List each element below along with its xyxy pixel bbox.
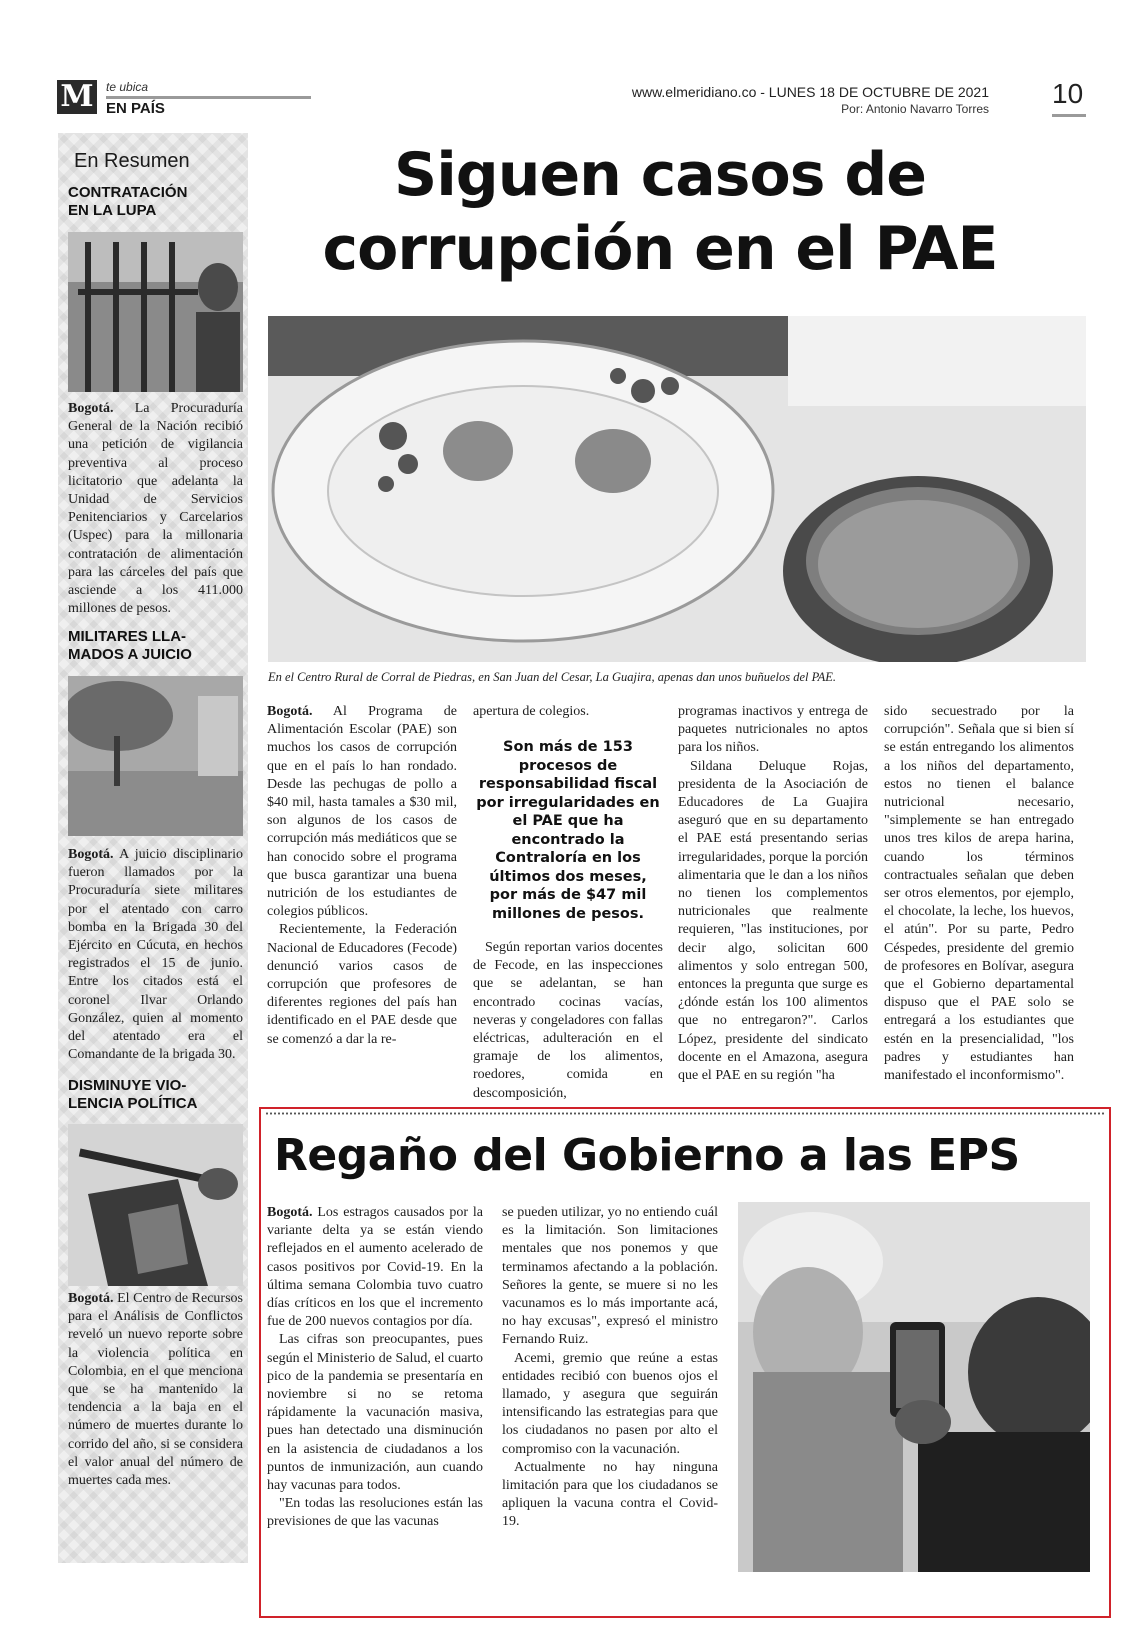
page-number: 10 [1052, 78, 1084, 109]
photo-caption: En el Centro Rural de Corral de Piedras, en San Juan del Cesar, La Guajira, apenas dan unos buñuelos del PAE. [268, 670, 837, 684]
plate-and-cup-illustration [268, 316, 1086, 662]
sidebar-item-heading: CONTRATACIÓN EN LA LUPA [68, 184, 188, 219]
sidebar-item-text: Bogotá. El Centro de Recursos para el Análisis de Conflictos reveló un nuevo reporte sobre la violencia política en Colombia, en el que menciona que se ha mantenido la tendencia a la baja en el número de muertes durante lo corrido del año, si se considera el valor anual del número de muertes cada mes. [68, 1291, 243, 1489]
byline: Por: Antonio Navarro Torres [841, 102, 989, 116]
vaccination-illustration [738, 1202, 1090, 1572]
pull-quote: Son más de 153 procesos de responsabilidad fiscal por irregularidades en el PAE que ha encontrado la Contraloría en los últimos dos meses, por más de $47 mil millones de pesos. [476, 739, 660, 922]
sidebar-item-text: Bogotá. La Procuraduría General de la Nación recibió una petición de vigilancia preventiva al proceso licitatorio que adelanta la Unidad de Servicios Penitenciarios y Carcelarios (Uspec) para la millonaria contratación de alimentación para las cárceles del país que asciende a los 411.000 millones de pesos. [68, 401, 243, 617]
buñuelos-plate-photo [268, 316, 1086, 662]
vaccination-photo [738, 1202, 1090, 1572]
article-headline: Siguen casos de corrupción en el PAE [322, 140, 998, 284]
section-tagline: te ubica [106, 80, 149, 94]
prison-photo [68, 232, 243, 392]
street-illustration [68, 676, 243, 836]
article-column-2-continued: Según reportan varios docentes de Fecode, en las inspecciones que se adelantan, se han encontrado cocinas vacías, neveras y congeladores con fallas eléctricas, adulteración en el gramaje de los alimentos, roedores, comida en descomposición, [473, 940, 663, 1101]
political-violence-photo [68, 1124, 243, 1286]
section-name: EN PAÍS [106, 100, 165, 117]
eps-column-1: Bogotá. Los estragos causados por la variante delta ya se están viendo reflejados en el aumento acelerado de casos positivos por Covid-19. En la última semana Colombia tuvo cuatro días críticos en los que el incremento fue de 200 nuevos contagios por día. Las cifras son preocupantes, pues según el Ministerio de Salud, el cuarto pico de la pandemia se presentaría en noviembre si no se retoma rápidamente la vacunación masiva, pues han detectado una disminución en la asistencia de ciudadanos a los puntos de inmunización, aun cuando hay vacunas para todos. "En todas las resoluciones están las previsiones de que las vacunas [267, 1205, 483, 1530]
header-divider [106, 96, 311, 99]
prison-bars-illustration [68, 232, 243, 392]
eps-headline: Regaño del Gobierno a las EPS [274, 1130, 1020, 1181]
newspaper-logo: M [57, 80, 97, 114]
article-column-4: sido secuestrado por la corrupción". Señala que si bien sí se están entregando los alimentos a los niños del departamento, estos no tienen el balance nutricional necesario, "simplemente se han entregado unos tres kilos de arepa harina, cuando los términos contractuales señalan que deben ser otros elementos, por ejemplo, el chocolate, la leche, los huevos, el atún". Por su parte, Pedro Céspedes, presidente del gremio de profesores en Bolívar, asegura que el Gobierno departamental dispuso que el PAE solo se entregará a los estudiantes que estén en la presencialidad, "los padres y estudiantes han manifestado el inconformismo". [884, 704, 1074, 1084]
eps-column-2: se pueden utilizar, yo no entiendo cuál es la limitación. Son limitaciones mentales que nos ponemos y que terminamos afectando a la población. Señores la gente, se muere si no les vacunamos es lo más importante acá, no hay excusas", expresó el ministro Fernando Ruiz. Acemi, gremio que reúne a estas entidades recibió con buenos ojos el llamado, y asegura que seguirán intensificando las estrategias para que los ciudadanos no pasen por alto el compromiso con la vacunación. Actualmente no hay ninguna limitación para que los ciudadanos se apliquen la vacuna contra el Covid-19. [502, 1205, 718, 1530]
dotted-divider [265, 1112, 1105, 1115]
sidebar-item-text: Bogotá. A juicio disciplinario fueron llamados por la Procuraduría siete militares por el atentado con carro bomba en la Brigada 30 del Ejército en Cúcuta, en hechos registrados el 15 de junio. Entre los citados está el coronel Ilvar Orlando González, quien al momento del atentado era el Comandante de la brigada 30. [68, 847, 243, 1063]
rifle-flag-illustration [68, 1124, 243, 1286]
sidebar-item-heading: DISMINUYE VIO- LENCIA POLÍTICA [68, 1077, 198, 1112]
sidebar-title: En Resumen [74, 150, 190, 172]
sidebar-item-heading: MILITARES LLA- MADOS A JUICIO [68, 628, 192, 663]
article-column-1: Bogotá. Al Programa de Alimentación Escolar (PAE) son muchos los casos de corrupción que en el país lo han rondado. Desde las pechugas de pollo a $40 mil, hasta tamales a $30 mil, son algunos de los casos de corrupción más mediáticos que se han conocido sobre el programa que busca garantizar una buena nutrición de los estudiantes de colegios públicos. Recientemente, la Federación Nacional de Educadores (Fecode) denunció varios casos de corrupción que profesores de diferentes regiones del país han identificado en el PAE desde que se comenzó a dar la re- [267, 704, 457, 1047]
article-column-3: programas inactivos y entrega de paquetes nutricionales no aptos para los niños. Sildana Deluque Rojas, presidenta de la Asociación de Educadores de La Guajira aseguró que en su departamento el PAE está presentando serias irregularidades, porque la porción alimentaria que le dan a los niños no tienen los complementos nutricionales que realmente requieren, "las instituciones, por decir algo, solicitan 600 alimentos y solo entregan 500, entonces la pregunta que surge es ¿dónde están los 100 alimentos que no entregaron?". Carlos López, presidente del sindicato docente en el Amazona, asegura que el PAE en su región "ha [678, 704, 868, 1084]
site-and-date: www.elmeridiano.co - LUNES 18 DE OCTUBRE DE 2021 [631, 84, 989, 100]
street-scene-photo [68, 676, 243, 836]
page-number-underline [1052, 114, 1086, 117]
article-column-2: apertura de colegios. [473, 704, 590, 719]
